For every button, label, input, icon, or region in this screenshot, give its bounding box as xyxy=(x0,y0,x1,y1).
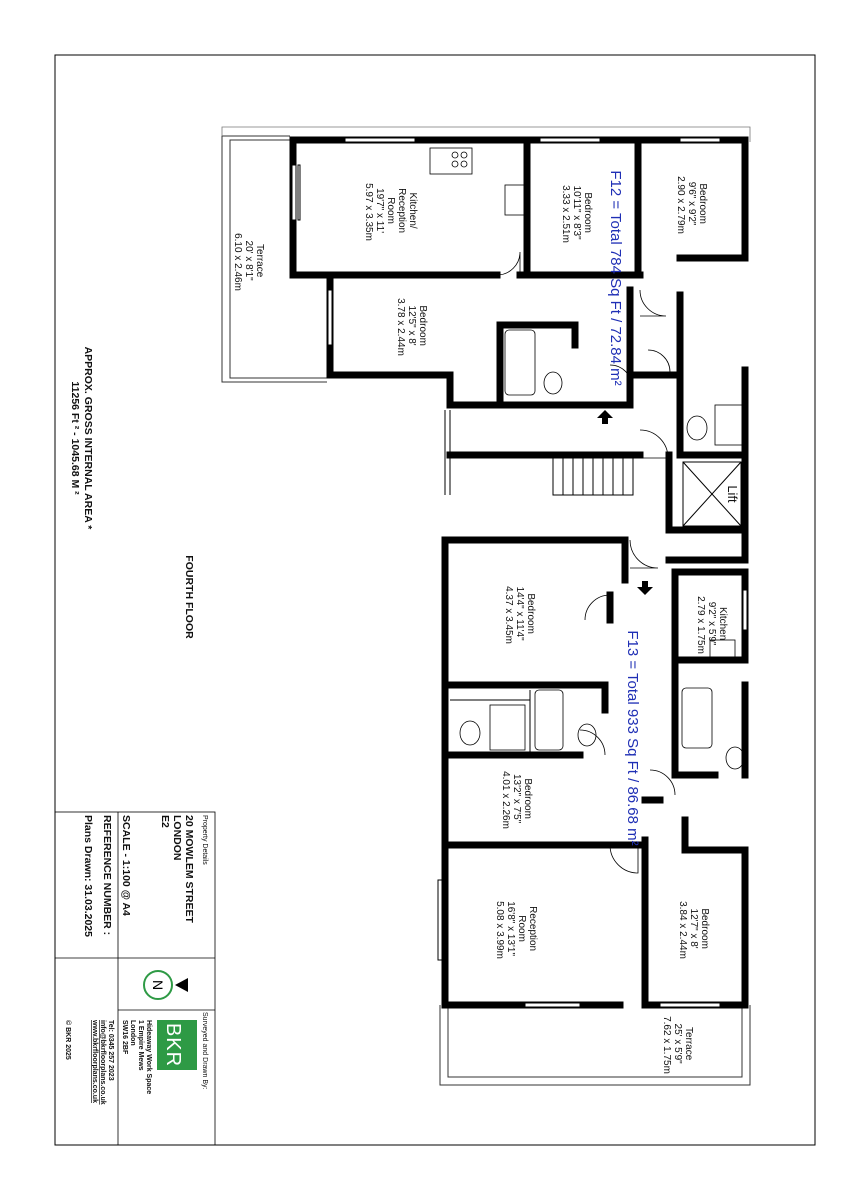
area-summary-line2: 11256 Ft ² - 1045.68 M ² xyxy=(69,381,81,495)
toilet-icon xyxy=(726,747,744,769)
walls xyxy=(293,140,745,1005)
compass-icon xyxy=(144,971,188,999)
floor-label: FOURTH FLOOR xyxy=(183,555,195,639)
svg-text:Reception Room 16': Reception Room 16'8" x 13'1" 5.08 x 3.99m xyxy=(494,901,538,959)
entrance-arrow-icon xyxy=(637,581,653,595)
bath-icon xyxy=(505,330,535,395)
unit-f13-total: F13 = Total 933 Sq Ft / 86.68 m² xyxy=(624,630,641,846)
svg-text:Bedroom 9'6" x 9'2": Bedroom 9'6" x 9'2" 2.90 x 2.79m xyxy=(675,176,708,234)
svg-text:SW16 2BF: SW16 2BF xyxy=(121,1020,128,1055)
address-line1: 20 MOWLEM STREET xyxy=(183,815,195,923)
room-terrace-left-line1: Terrace xyxy=(254,243,265,278)
property-details xyxy=(82,815,208,937)
svg-text:Terrace 20' x 8'1": Terrace 20' x 8'1" 6.10 x 2.46m xyxy=(232,233,265,291)
svg-text:Hideaway Work Space: Hideaway Work Space xyxy=(145,1020,152,1095)
shower-icon xyxy=(715,405,743,445)
svg-text:20 MOWLEM STREET xyxy=(183,815,195,924)
svg-text:Bedroom 12'5" x 8': Bedroom 12'5" x 8' 3.78 x 2.44m xyxy=(395,298,428,356)
compass-letter: N xyxy=(150,979,166,991)
copyright-text: © BKR 2025 xyxy=(64,1020,71,1060)
area-summary-line1: APPROX. GROSS INTERNAL AREA * xyxy=(82,346,94,530)
bath-icon xyxy=(535,690,563,750)
svg-text:BKR: BKR xyxy=(162,1022,184,1068)
bath-icon xyxy=(682,688,712,748)
toilet-icon xyxy=(544,372,562,394)
hob-icon xyxy=(430,148,472,174)
svg-text:Bedroom 12'7" x 8': Bedroom 12'7" x 8' 3.84 x 2.44m xyxy=(677,901,710,959)
svg-text:Terrace 25' x 5'9": Terrace 25' x 5'9" 7.62 x 1.75m xyxy=(661,1016,694,1074)
svg-text:E2: E2 xyxy=(159,815,171,828)
partitions xyxy=(445,410,741,755)
plans-drawn-text: Plans Drawn: 31.03.2025 xyxy=(82,815,94,937)
surveyor-block xyxy=(64,1012,208,1105)
svg-text:London: London xyxy=(129,1020,136,1046)
reference-text: REFERENCE NUMBER : xyxy=(101,815,113,936)
room-labels xyxy=(232,176,740,1074)
lift-label: Lift xyxy=(725,485,740,503)
svg-text:www.bkrfloorplans.co.uk: www.bkrfloorplans.co.uk xyxy=(91,1020,98,1103)
svg-text:info@bkrfloorplans.co.uk: info@bkrfloorplans.co.uk xyxy=(99,1020,106,1105)
toilet-icon xyxy=(578,724,596,746)
unit-f12-total: F12 = Total 784 Sq Ft / 72.84 m² xyxy=(607,170,624,386)
toilet-icon xyxy=(460,721,480,745)
svg-text:Tel: 0345 257 2023: Tel: 0345 257 2023 xyxy=(107,1020,114,1081)
shower-icon xyxy=(490,705,525,750)
room-kitchen-reception-line1: Kitchen/ xyxy=(407,192,418,229)
svg-text:Kitchen/ Reception: Kitchen/ Reception Room 19'7" x 11' 5.97 x 3.35m xyxy=(363,183,418,241)
surveyor-caption: Surveyed and Drawn By: xyxy=(201,1012,208,1090)
terrace-right-outline xyxy=(440,1005,750,1085)
scale-text: SCALE - 1:100 @ A4 xyxy=(120,815,132,916)
svg-text:Bedroom 13'2" x 7'5": Bedroom 13'2" x 7'5" 4.01 x 2.26m xyxy=(500,771,533,829)
svg-text:Bedroom 14'4" x 11'4": Bedroom 14'4" x 11'4" 4.37 x 3.45m xyxy=(503,586,536,644)
entrance-arrow-icon xyxy=(597,410,613,424)
toilet-icon xyxy=(687,416,707,440)
svg-text:Kitchen 9'2" x 5'9": Kitchen 9'2" x 5'9" 2.79 x 1.75m xyxy=(695,596,728,654)
property-caption: Property Details xyxy=(201,815,208,865)
svg-text:1 Empire Mews: 1 Empire Mews xyxy=(137,1020,144,1071)
svg-text:Bedroom 10'11" x 8'3": Bedroom 10'11" x 8'3" 3.33 x 2.51m xyxy=(560,185,593,243)
svg-text:LONDON: LONDON xyxy=(171,815,183,861)
